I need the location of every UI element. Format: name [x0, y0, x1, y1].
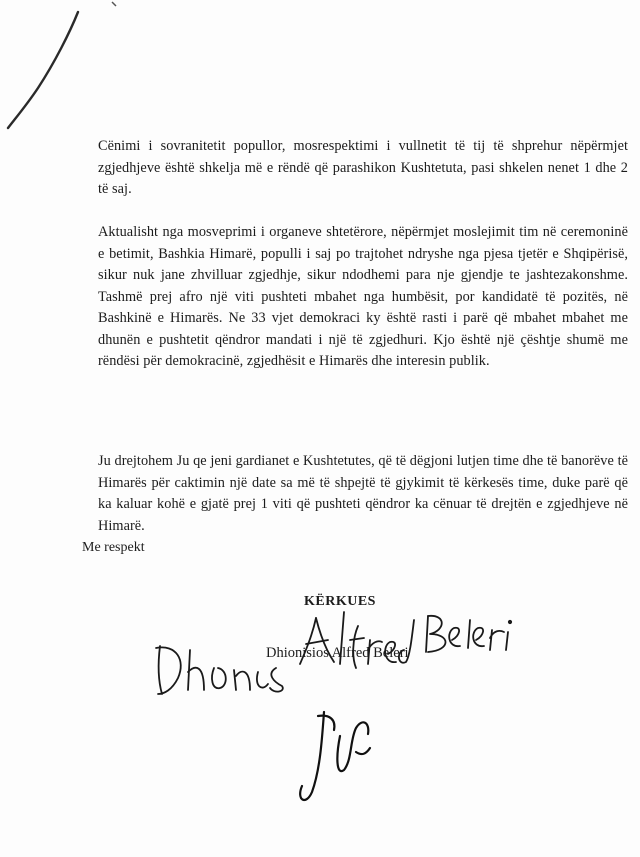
paragraph-request: Ju drejtohem Ju qe jeni gardianet e Kushtetutes, që të dëgjoni lutjen time dhe të banorëve të Himarës për caktimin një date sa më të shpejtë të gjykimit të kërkesës time, duke parë që ka kaluar kohë e gjatë prej 1 viti që pushteti qëndror ka cënuar të drejtën e zgjedhjeve në Himarë.	[98, 453, 628, 534]
margin-pen-stroke	[0, 0, 640, 140]
paragraph-current-situation: Aktualisht nga mosveprimi i organeve shtetërore, nëpërmjet moslejimit tim në ceremoninë e betimit, Bashkia Himarë, populli i saj po trajtohet ndryshe nga pjesa tjetër e Shqipërisë, sikur nuk jane zhvilluar zgjedhje, sikur ndodhemi para nje gjendje te jashtezakonshme. Tashmë prej afro një viti pushteti mbahet nga humbësit, por kandidatë të pozitës, në Bashkinë e Himarës. Ne 33 vjet demokraci ky është rasti i parë që mbahet mbahet me dhunën e pushtetit qëndror mandati i një të zgjedhuri. Kjo është një çështje shumë me rëndësi për demokracinë, zgjedhësit e Himarës dhe interesin publik.	[98, 224, 628, 369]
claimant-title: KËRKUES	[304, 594, 376, 609]
paragraph-sovereignty: Cënimi i sovranitetit popullor, mosrespektimi i vullnetit të tij të shprehur nëpërmjet zgjedhjeve është shkelja më e rëndë që parashikon Kushtetuta, pasi shkelen nenet 1 dhe 2 të saj.	[98, 138, 628, 197]
closing-salutation: Me respekt	[82, 540, 145, 555]
claimant-name: Dhionisios Alfred Beleri	[266, 645, 409, 661]
